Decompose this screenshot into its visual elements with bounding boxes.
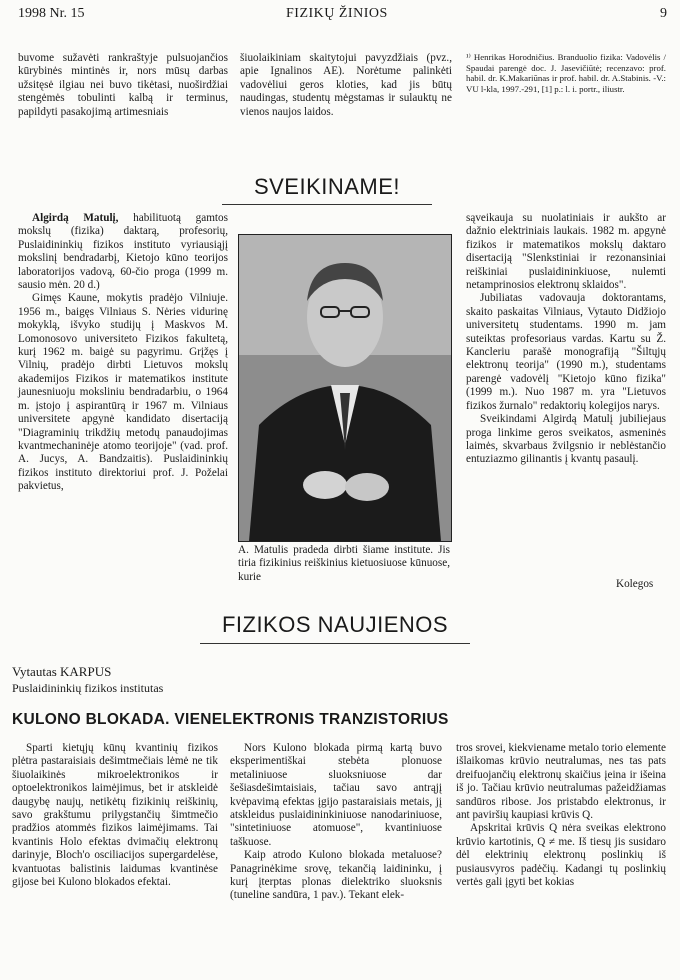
section-rule [200, 643, 470, 644]
author-institute: Puslaidininkių fizikos institutas [12, 681, 164, 695]
section-title-sveikiname: SVEIKINAME! [253, 174, 401, 199]
sveikiname-left-column [18, 212, 228, 494]
top-column-1 [18, 52, 228, 119]
article-column-2 [230, 742, 442, 903]
greeting-paragraph: Sveikindami Algirdą Matulį jubiliejaus proga linkime geros sveikatos, asmeninės laimės, skvarbaus žvilgsnio ir neblėstančio entuziazmo gilinantis į kvantų pasaulį. [466, 413, 666, 466]
honoree-name: Algirdą Matulį, [32, 212, 119, 224]
top-column-1-text: buvome sužavėti rankraštyje pulsuojančios kūrybinės mintinės ir, nors mūsų darbas užsitęsė ilgiau nei buvo tikėtasi, nuoširdžiai stengėmės tobulinti kalbą ir terminus, papildyti pasakojimą artimesniais [18, 52, 228, 118]
career-paragraph: sąveikauja su nuolatiniais ir aukšto ar dažnio elektriniais laukais. 1982 m. apgynė fizikos ir matematikos mokslų daktaro disertaciją "Slenkstiniai ir rezonansiniai reiškiniai puslaidininkiuose, nulemti netamprinosios elektronų sklaidos". [466, 212, 666, 292]
section-title-naujienos: FIZIKOS NAUJIENOS [221, 612, 449, 637]
sveikiname-right-column [466, 212, 666, 467]
portrait-illustration [239, 235, 451, 541]
achievements-paragraph: Jubiliatas vadovauja doktorantams, skaito paskaitas Vilniaus, Vytauto Didžiojo universitetų studentams. 1990 m. jam suteiktas profesoriaus vardas. Kartu su Ž. Kancleriu parašė monografiją "Šiltųjų elektronų teorija" (1990 m.), studentams parengė vadovėlį "Kietojo kūno fizika" (1999 m.). Nuo 1987 m. yra "Lietuvos fizikos žurnalo" redaktorių kolegijos narys. [466, 292, 666, 412]
article-paragraph: Sparti kietųjų kūnų kvantinių fizikos plėtra pastaraisiais dešimtmečiais lėmė ne tik šiuolaikinės mikroelektronikos ir optoelektronikos laimėjimus, bet ir atskleidė daugybę naujų, netikėtų fizikinių reiškinių, savo grakštumu prilygstančių šimtmečio pradžios atommės fizikos laimėjimams. Tai kvantinis Holo efektas dvimačių elektronų darinyje, Bloch'o osciliacijos supergardelėse, kvantuotas balistinis laidumas kvantinėse gijose bei Kulono blokados efektai. [12, 742, 218, 889]
section-rule [222, 204, 432, 205]
photo-caption: A. Matulis pradeda dirbti šiame institute. Jis tiria fizikinius reiškinius kietuosiuose kūnuose, kurie [238, 544, 450, 583]
portrait-photo [238, 234, 452, 542]
journal-title: FIZIKŲ ŽINIOS [286, 6, 388, 21]
article-paragraph: Kaip atrodo Kulono blokada metaluose? Panagrinėkime srovę, tekančią laidininku, į kurį įterptas plonas dielektriko sluoksnis (tuneline sandūra, 1 pav.). Tekant elek- [230, 849, 442, 902]
article-column-3 [456, 742, 666, 889]
article-column-1 [12, 742, 218, 889]
biography-paragraph: Gimęs Kaune, mokytis pradėjo Vilniuje. 1956 m., baigęs Vilniaus S. Nėries vidurinę mokyklą, išvyko studijų į Maskvos M. Lomonosovo universiteto Fizikos fakultetą, kurį 1962 m. baigė su pagyrimu. Grįžęs į Vilnių, pradėjo dirbti Lietuvos mokslų akademijos Fizikos ir matematikos institute jaunesniuoju moksliniu bendradarbiu, o 1964 m. įstojo į aspirantūrą ir 1967 m. Vilniaus universitete apgynė kandidato disertaciją "Diagraminių trikdžių metodų panaudojimas kvantmechaninėje atomo teorijoje" (vad. prof. A. Jucys, A. Bandzaitis). Puslaidininkių fizikos instituto direktoriui prof. J. Poželai pakvietus, [18, 292, 228, 493]
top-column-2 [240, 52, 452, 119]
signature: Kolegos [616, 578, 654, 590]
top-column-2-text: šiuolaikiniam skaitytojui pavyzdžiais (pvz., apie Ignalinos AE). Norėtume palinkėti vadovėliui geros kloties, kad jis būtų naudingas, studentų mėgstamas ir sulauktų ne vienos naujos laidos. [240, 52, 452, 118]
page-number: 9 [660, 6, 667, 21]
article-paragraph: Apskritai krūvis Q nėra sveikas elektrono krūvio kartotinis, Q ≠ me. Iš tiesų jis susidaro dėl elektrinių elektronų poslinkių iš pusiausvyros padėčių. Kadangi tų poslinkių vertės gali įgyti bet kokias [456, 822, 666, 889]
article-headline: KULONO BLOKADA. VIENELEKTRONIS TRANZISTORIUS [12, 711, 449, 728]
footnote: ¹⁾ Henrikas Horodničius. Branduolio fizika: Vadovėlis / Spaudai parengė doc. J. Jasevičiūtė; recenzavo: prof. habil. dr. K.Makariūnas ir prof. habil. dr. A.Stabinis. -V.: VU l-kla, 1997.-291, [1] p.: l. i. portr., iliustr. [466, 52, 666, 94]
article-author: Vytautas KARPUS [12, 664, 112, 679]
article-paragraph: tros srovei, kiekviename metalo torio elemente išlaikomas krūvio neutralumas, nes tas pats dreifuojančių elektronų skaičius įeina ir išeina iš jo. Tačiau krūvio neutralumas pažeidžiamas sandūros ribose. Jos pristabdo elektronus, ir ant paviršių kaupiasi krūvis Q. [456, 742, 667, 822]
issue-number: 1998 Nr. 15 [18, 6, 85, 21]
article-paragraph: Nors Kulono blokada pirmą kartą buvo eksperimentiškai stebėta plonuose metaliniuose sluoksniuose dar šešiasdešimtaisiais, tačiau savo antrąjį kvėpavimą efektas įgijo pastaraisiais metais, jį atskleidus puslaidininkiniuose nanodariniuose, "sintetiniuose atomuose", kvantiniuose taškuose. [230, 742, 442, 848]
honoree-intro: habilituotą gamtos mokslų (fizika) daktarą, profesorių, Puslaidininkių fizikos instituto vyriausiąjį mokslinį bendradarbį, Kietojo kūno teorijos laboratorijos vadovą, 60-čio proga (1999 m. sausio mėn. 20 d.) [18, 212, 228, 292]
